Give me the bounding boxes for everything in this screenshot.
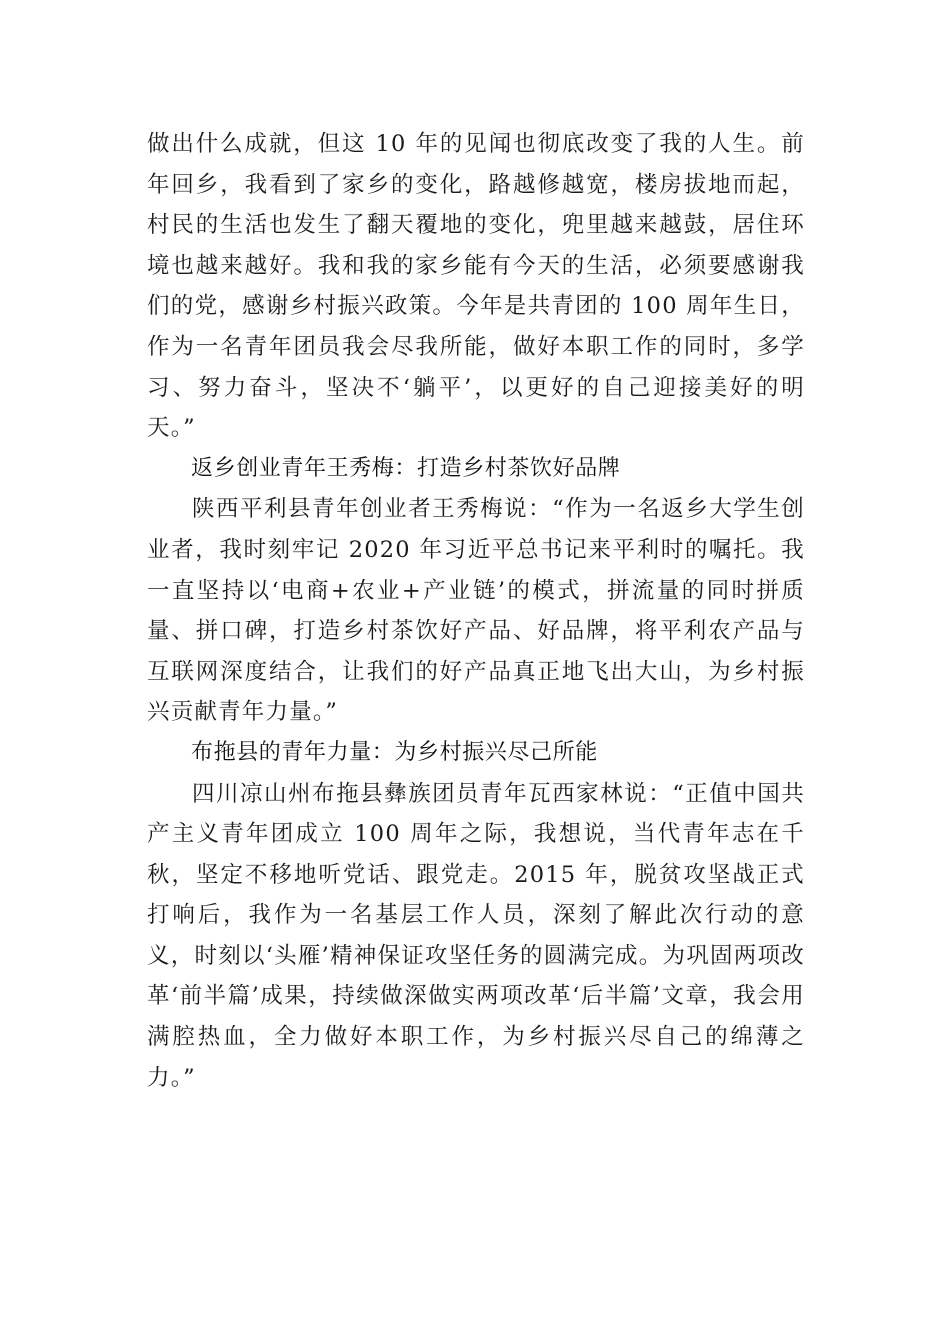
- section-heading-wang-xiumei: 返乡创业青年王秀梅：打造乡村茶饮好品牌: [191, 455, 621, 481]
- paragraph-butuo: 四川凉山州布拖县彝族团员青年瓦西家林说：“正值中国共产主义青年团成立 100 周年之际，我想说，当代青年志在千秋，坚定不移地听党话、跟党走。2015 年，脱贫攻坚战正式打响后，我作为一名基层工作人员，深刻了解此次行动的意义，时刻以‘头雁’精神保证攻坚任务的圆满完成。为巩固两项改革‘前半篇’成果，持续做深做实两项改革‘后半篇’文章，我会用满腔热血，全力做好本职工作，为乡村振兴尽自己的绵薄之力。”: [147, 780, 805, 1091]
- paragraph-continuation: 做出什么成就，但这 10 年的见闻也彻底改变了我的人生。前年回乡，我看到了家乡的变化，路越修越宽，楼房拔地而起，村民的生活也发生了翻天覆地的变化，兜里越来越鼓，居住环境也越来越好。我和我的家乡能有今天的生活，必须要感谢我们的党，感谢乡村振兴政策。今年是共青团的 100 周年生日，作为一名青年团员我会尽我所能，做好本职工作的同时，多学习、努力奋斗，坚决不‘躺平’，以更好的自己迎接美好的明天。”: [147, 131, 805, 442]
- section-heading-butuo: 布拖县的青年力量：为乡村振兴尽己所能: [191, 739, 598, 765]
- paragraph-wang-xiumei: 陕西平利县青年创业者王秀梅说：“作为一名返乡大学生创业者，我时刻牢记 2020 年习近平总书记来平利时的嘱托。我一直坚持以‘电商+农业+产业链’的模式，拼流量的同时拼质量、拼口碑，打造乡村茶饮好产品、好品牌，将平利农产品与互联网深度结合，让我们的好产品真正地飞出大山，为乡村振兴贡献青年力量。”: [147, 496, 805, 726]
- document-page: [147, 124, 805, 1098]
